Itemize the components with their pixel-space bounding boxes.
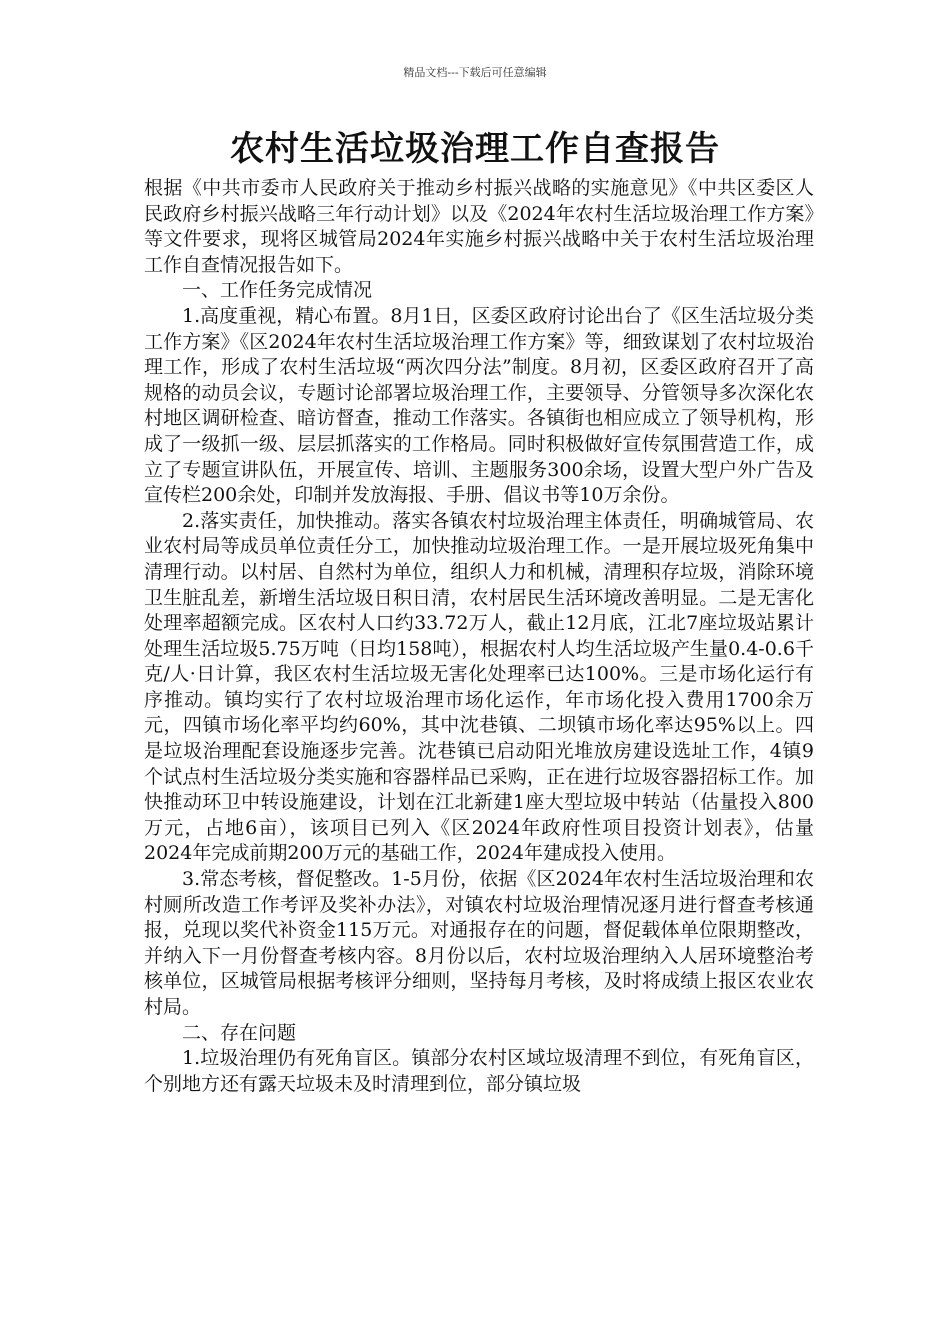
section-heading-1: 一、工作任务完成情况 xyxy=(182,279,373,302)
document-title: 农村生活垃圾治理工作自查报告 xyxy=(230,129,720,169)
document-body xyxy=(144,176,814,1097)
page-header: 精品文档---下载后可任意编辑 xyxy=(403,66,547,79)
paragraph-2-1: 1.垃圾治理仍有死角盲区。镇部分农村区域垃圾清理不到位，有死角盲区，个别地方还有露天垃圾未及时清理到位，部分镇垃圾 xyxy=(144,1047,814,1095)
paragraph-1-1: 1.高度重视，精心布置。8月1日，区委区政府讨论出台了《区生活垃圾分类工作方案》《区2024年农村生活垃圾治理工作方案》等，细致谋划了农村垃圾治理工作，形成了农村生活垃圾“两次四分法”制度。8月初，区委区政府召开了高规格的动员会议，专题讨论部署垃圾治理工作，主要领导、分管领导多次深化农村地区调研检查、暗访督查，推动工作落实。各镇街也相应成立了领导机构，形成了一级抓一级、层层抓落实的工作格局。同时积极做好宣传氛围营造工作，成立了专题宣讲队伍，开展宣传、培训、主题服务300余场，设置大型户外广告及宣传栏200余处，印制并发放海报、手册、倡议书等10万余份。 xyxy=(144,304,814,507)
section-heading-2: 二、存在问题 xyxy=(182,1021,297,1044)
paragraph-1-3: 3.常态考核，督促整改。1-5月份，依据《区2024年农村生活垃圾治理和农村厕所改造工作考评及奖补办法》，对镇农村垃圾治理情况逐月进行督查考核通报，兑现以奖代补资金115万元。对通报存在的问题，督促载体单位限期整改，并纳入下一月份督查考核内容。8月份以后，农村垃圾治理纳入人居环境整治考核单位，区城管局根据考核评分细则，坚持每月考核，及时将成绩上报区农业农村局。 xyxy=(144,868,814,1018)
intro-paragraph: 根据《中共市委市人民政府关于推动乡村振兴战略的实施意见》《中共区委区人民政府乡村振兴战略三年行动计划》以及《2024年农村生活垃圾治理工作方案》等文件要求，现将区城管局2024年实施乡村振兴战略中关于农村生活垃圾治理工作自查情况报告如下。 xyxy=(144,177,814,276)
paragraph-1-2: 2.落实责任，加快推动。落实各镇农村垃圾治理主体责任，明确城管局、农业农村局等成员单位责任分工，加快推动垃圾治理工作。一是开展垃圾死角集中清理行动。以村居、自然村为单位，组织人力和机械，清理积存垃圾，消除环境卫生脏乱差，新增生活垃圾日积日清，农村居民生活环境改善明显。二是无害化处理率超额完成。区农村人口约33.72万人，截止12月底，江北7座垃圾站累计处理生活垃圾5.75万吨（日均158吨），根据农村人均生活垃圾产生量0.4-0.6千克/人·日计算，我区农村生活垃圾无害化处理率已达100%。三是市场化运行有序推动。镇均实行了农村垃圾治理市场化运作，年市场化投入费用1700余万元，四镇市场化率平均约60%，其中沈巷镇、二坝镇市场化率达95%以上。四是垃圾治理配套设施逐步完善。沈巷镇已启动阳光堆放房建设选址工作，4镇9个试点村生活垃圾分类实施和容器样品已采购，正在进行垃圾容器招标工作。加快推动环卫中转设施建设，计划在江北新建1座大型垃圾中转站（估量投入800万元，占地6亩），该项目已列入《区2024年政府性项目投资计划表》，估量2024年完成前期200万元的基础工作，2024年建成投入使用。 xyxy=(144,509,814,865)
